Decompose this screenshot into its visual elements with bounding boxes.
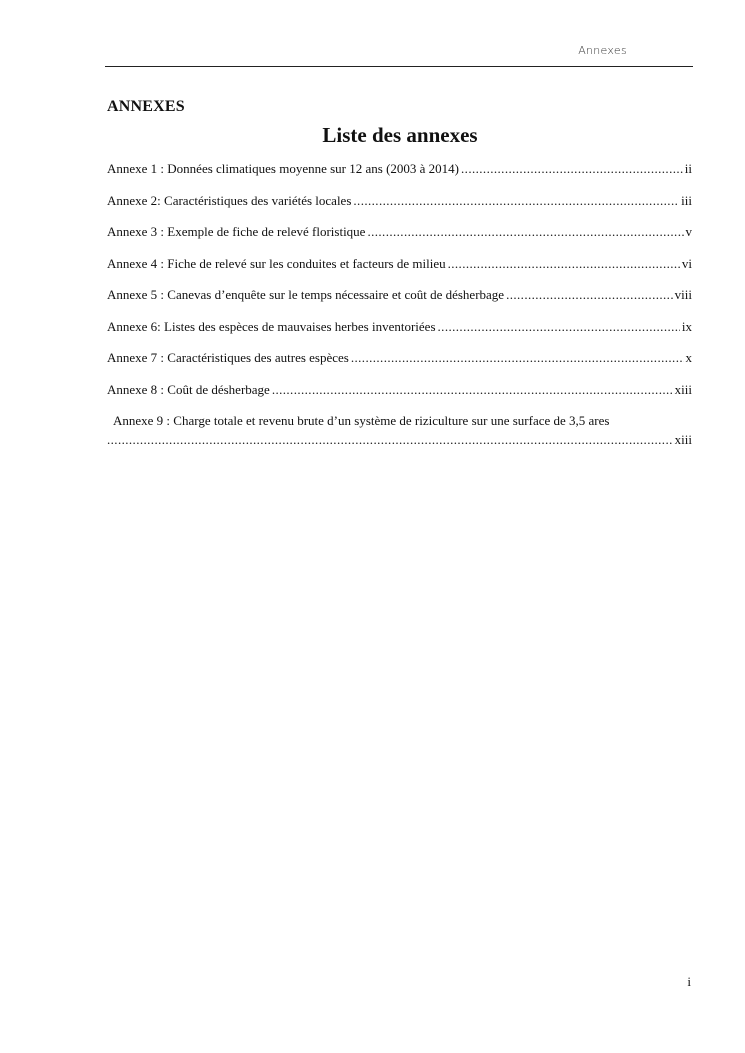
toc-entry-annexe-1[interactable] [107,161,692,177]
toc-entry-annexe-2[interactable] [107,193,692,209]
toc-leader-dots [438,319,680,335]
toc-leader-dots [506,287,673,303]
page-number: i [687,974,691,989]
toc-entry-label: Annexe 1 : Données climatiques moyenne sur 12 ans (2003 à 2014) [107,161,460,176]
toc-entry-annexe-3[interactable] [107,224,692,240]
toc-entry-annexe-9[interactable] [107,413,692,448]
toc-entry-label: Annexe 9 : Charge totale et revenu brute d’un système de riziculture sur une surface de 3,5 ares [113,413,610,428]
toc-leader-dots [367,224,683,240]
toc-entry-page: ix [681,318,692,334]
toc-entry-annexe-4[interactable] [107,256,692,272]
toc-entry-label: Annexe 6: Listes des espèces de mauvaises herbes inventoriées [107,318,436,334]
section-heading: ANNEXES [107,98,185,115]
toc-entry-label: Annexe 8 : Coût de désherbage [107,381,270,397]
toc-leader-dots [107,432,673,448]
toc-entry-page: ii [684,161,692,176]
toc-entry-label: Annexe 3 : Exemple de fiche de relevé floristique [107,224,366,239]
toc-entry-page: v [685,224,692,239]
toc-entry-page: vi [681,255,692,271]
running-header: Annexes [578,44,627,57]
toc-entry-label: Annexe 4 : Fiche de relevé sur les conduites et facteurs de milieu [107,255,446,271]
toc-entry-page: viii [674,287,692,302]
toc-entry-annexe-5[interactable] [107,287,692,303]
toc-entry-annexe-7[interactable] [107,350,692,366]
toc-entry-label: Annexe 5 : Canevas d’enquête sur le temps nécessaire et coût de désherbage [107,287,505,302]
toc-leader-dots [461,161,683,177]
toc-leader-dots [351,350,684,366]
toc-title: Liste des annexes [322,123,478,147]
toc-leader-dots [448,256,680,272]
toc-entry-label: Annexe 2: Caractéristiques des variétés locales [107,192,352,208]
toc-entry-page: x [685,350,692,365]
toc-entry-page: xiii [674,381,692,397]
toc-entry-annexe-6[interactable] [107,319,692,335]
toc-leader-dots [353,193,679,209]
toc-entry-annexe-8[interactable] [107,382,692,398]
toc-entry-page: iii [681,192,692,208]
toc-leader-dots [272,382,673,398]
header-rule [105,66,693,67]
toc-entry-page: xiii [674,432,692,447]
toc-entry-label: Annexe 7 : Caractéristiques des autres espèces [107,350,349,365]
toc-entry-leader-line [107,432,692,448]
toc-list [107,161,692,448]
